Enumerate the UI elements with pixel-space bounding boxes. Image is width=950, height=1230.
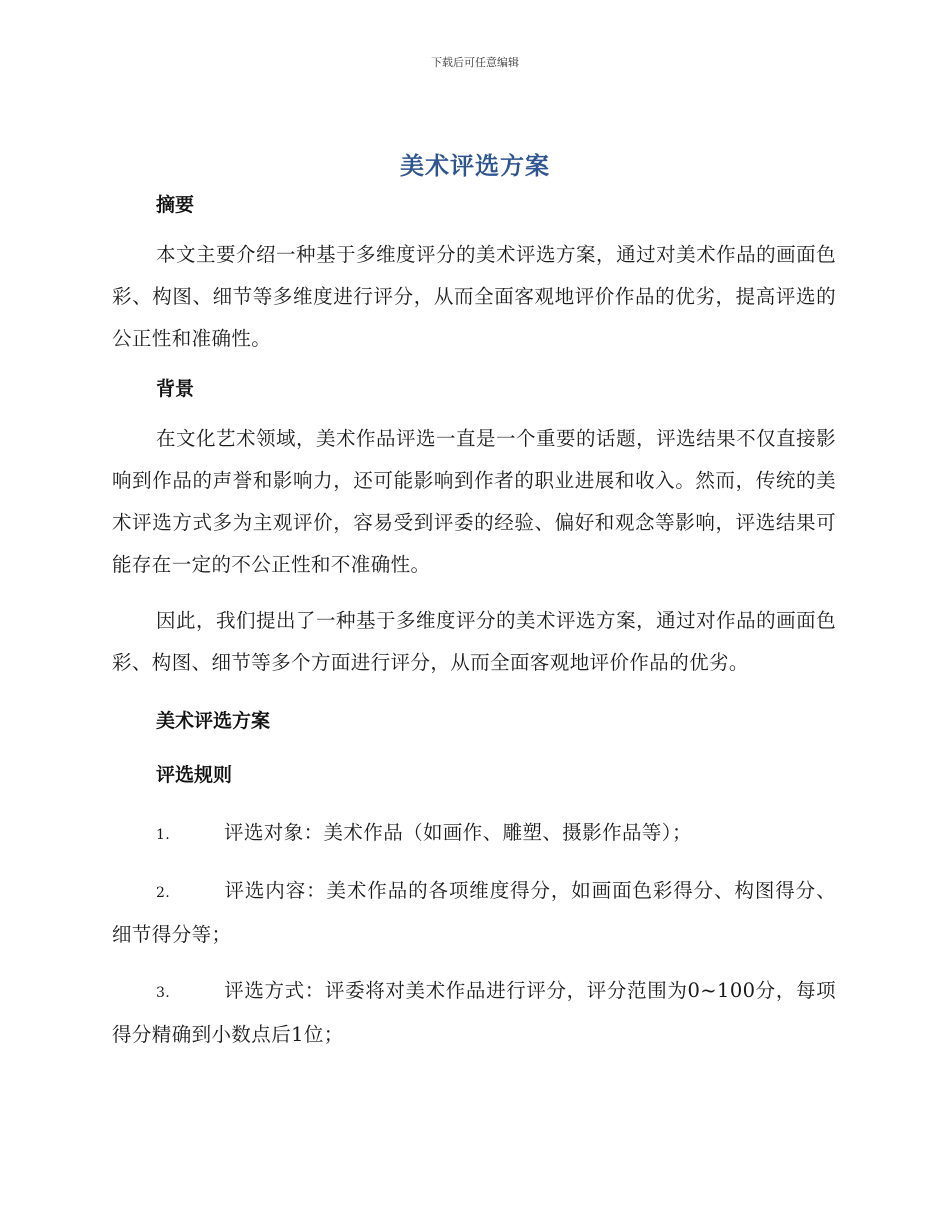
rules-heading: 评选规则: [156, 764, 233, 786]
abstract-heading: 摘要: [156, 194, 195, 216]
list-item-text: 评选方式：评委将对美术作品进行评分，评分范围为0~100分，每项得分精确到小数点后1位；: [112, 979, 836, 1046]
list-item: [112, 870, 836, 956]
document-body: [112, 188, 836, 1056]
list-item: [112, 812, 836, 856]
abstract-paragraph: 本文主要介绍一种基于多维度评分的美术评选方案，通过对美术作品的画面色彩、构图、细节等多维度进行评分，从而全面客观地评价作品的优劣，提高评选的公正性和准确性。: [112, 243, 836, 350]
list-item-number: 1.: [156, 827, 171, 843]
background-paragraph-1: 在文化艺术领域，美术作品评选一直是一个重要的话题，评选结果不仅直接影响到作品的声誉和影响力，还可能影响到作者的职业进展和收入。然而，传统的美术评选方式多为主观评价，容易受到评委的经验、偏好和观念等影响，评选结果可能存在一定的不公正性和不准确性。: [112, 427, 836, 576]
list-item-number: 2.: [156, 885, 171, 901]
background-paragraph-2: 因此，我们提出了一种基于多维度评分的美术评选方案，通过对作品的画面色彩、构图、细节等多个方面进行评分，从而全面客观地评价作品的优劣。: [112, 609, 836, 674]
list-item-text: 评选对象：美术作品（如画作、雕塑、摄影作品等）；: [224, 821, 692, 844]
list-item-number: 3.: [156, 985, 171, 1001]
list-item: [112, 970, 836, 1056]
header-note: 下载后可任意编辑: [431, 56, 519, 69]
list-item-text: 评选内容：美术作品的各项维度得分，如画面色彩得分、构图得分、细节得分等；: [112, 879, 836, 946]
background-heading: 背景: [156, 378, 195, 400]
plan-heading: 美术评选方案: [156, 710, 271, 732]
document-title: 美术评选方案: [400, 152, 550, 180]
